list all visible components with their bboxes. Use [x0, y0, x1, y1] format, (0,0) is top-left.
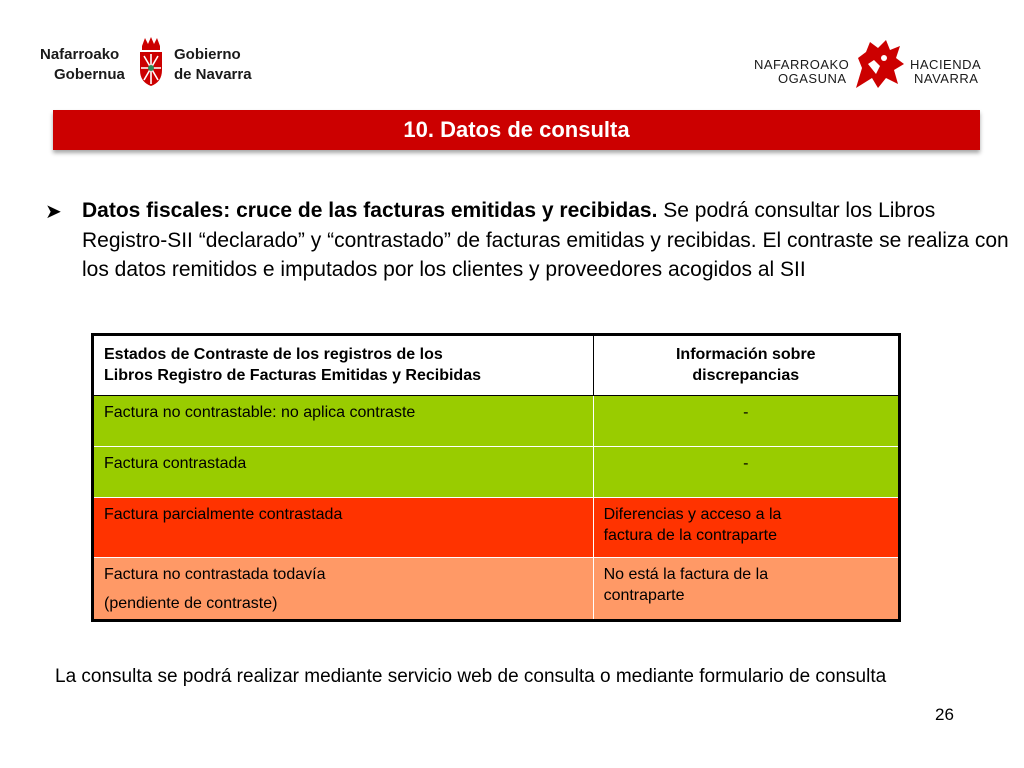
logo-text-navarra: NAVARRA — [914, 71, 979, 86]
table-row — [93, 396, 900, 447]
state-text-line-2: (pendiente de contraste) — [104, 595, 278, 612]
info-text-line-1: Diferencias y acceso a la — [603, 506, 782, 523]
info-text-line-2: contraparte — [603, 587, 685, 604]
logo-text-nafarroako-ogasuna-1: NAFARROAKO — [754, 57, 850, 72]
state-cell — [93, 558, 594, 621]
table-row — [93, 558, 900, 621]
hacienda-navarra-logo — [748, 38, 988, 98]
info-text-line-2: factura de la contraparte — [603, 527, 777, 544]
header-states — [93, 335, 594, 396]
logo-text-gobierno: Gobierno — [174, 46, 241, 63]
logo-text-gobernua: Gobernua — [54, 66, 125, 83]
navarra-coat-of-arms-icon — [136, 36, 166, 88]
header-discrepancies — [593, 335, 899, 396]
header-states-line-2: Libros Registro de Facturas Emitidas y Recibidas — [104, 367, 481, 384]
section-title: 10. Datos de consulta — [403, 117, 630, 142]
footer-note: La consulta se podrá realizar mediante servicio web de consulta o mediante formulario de consulta — [55, 666, 887, 687]
header-discrepancies-line-1: Información sobre — [675, 346, 816, 363]
bullet-body-text: Se podrá consultar los Libros Registro-SII “declarado” y “contrastado” de facturas emitidas y recibidas. El contraste se realiza con los datos remitidos e imputados por los clientes y proveedores acogidos al SII — [82, 199, 1009, 281]
bullet-text — [82, 196, 1012, 285]
logo-text-hacienda: HACIENDA — [910, 57, 982, 72]
page-number: 26 — [935, 705, 954, 724]
state-cell — [93, 498, 594, 558]
state-text: Factura no contrastable: no aplica contraste — [104, 404, 416, 421]
info-cell — [593, 396, 899, 447]
logo-text-nafarroako-ogasuna-2: OGASUNA — [778, 71, 847, 86]
table-row — [93, 498, 900, 558]
state-text: Factura contrastada — [104, 455, 247, 472]
section-title-bar — [53, 110, 980, 150]
table-row — [93, 447, 900, 498]
info-cell — [593, 558, 899, 621]
bullet-bold-text: Datos fiscales: cruce de las facturas emitidas y recibidas. — [82, 199, 658, 222]
state-text: Factura parcialmente contrastada — [104, 506, 343, 523]
header-discrepancies-line-2: discrepancias — [692, 367, 800, 384]
logo-text-nafarroako: Nafarroako — [40, 46, 120, 63]
table-header-row — [93, 335, 900, 396]
gobierno-navarra-logo — [40, 36, 260, 92]
info-text: - — [743, 404, 749, 421]
info-cell — [593, 447, 899, 498]
logo-text-de-navarra: de Navarra — [174, 66, 252, 83]
state-cell — [93, 396, 594, 447]
info-cell — [593, 498, 899, 558]
state-text-line-1: Factura no contrastada todavía — [104, 566, 326, 583]
header-states-line-1: Estados de Contraste de los registros de los — [104, 346, 443, 363]
contrast-states-table — [91, 333, 901, 622]
info-text: - — [743, 455, 749, 472]
hacienda-emblem-icon — [848, 38, 910, 92]
info-text-line-1: No está la factura de la — [603, 566, 769, 583]
arrow-bullet-icon: ➤ — [45, 201, 62, 223]
state-cell — [93, 447, 594, 498]
